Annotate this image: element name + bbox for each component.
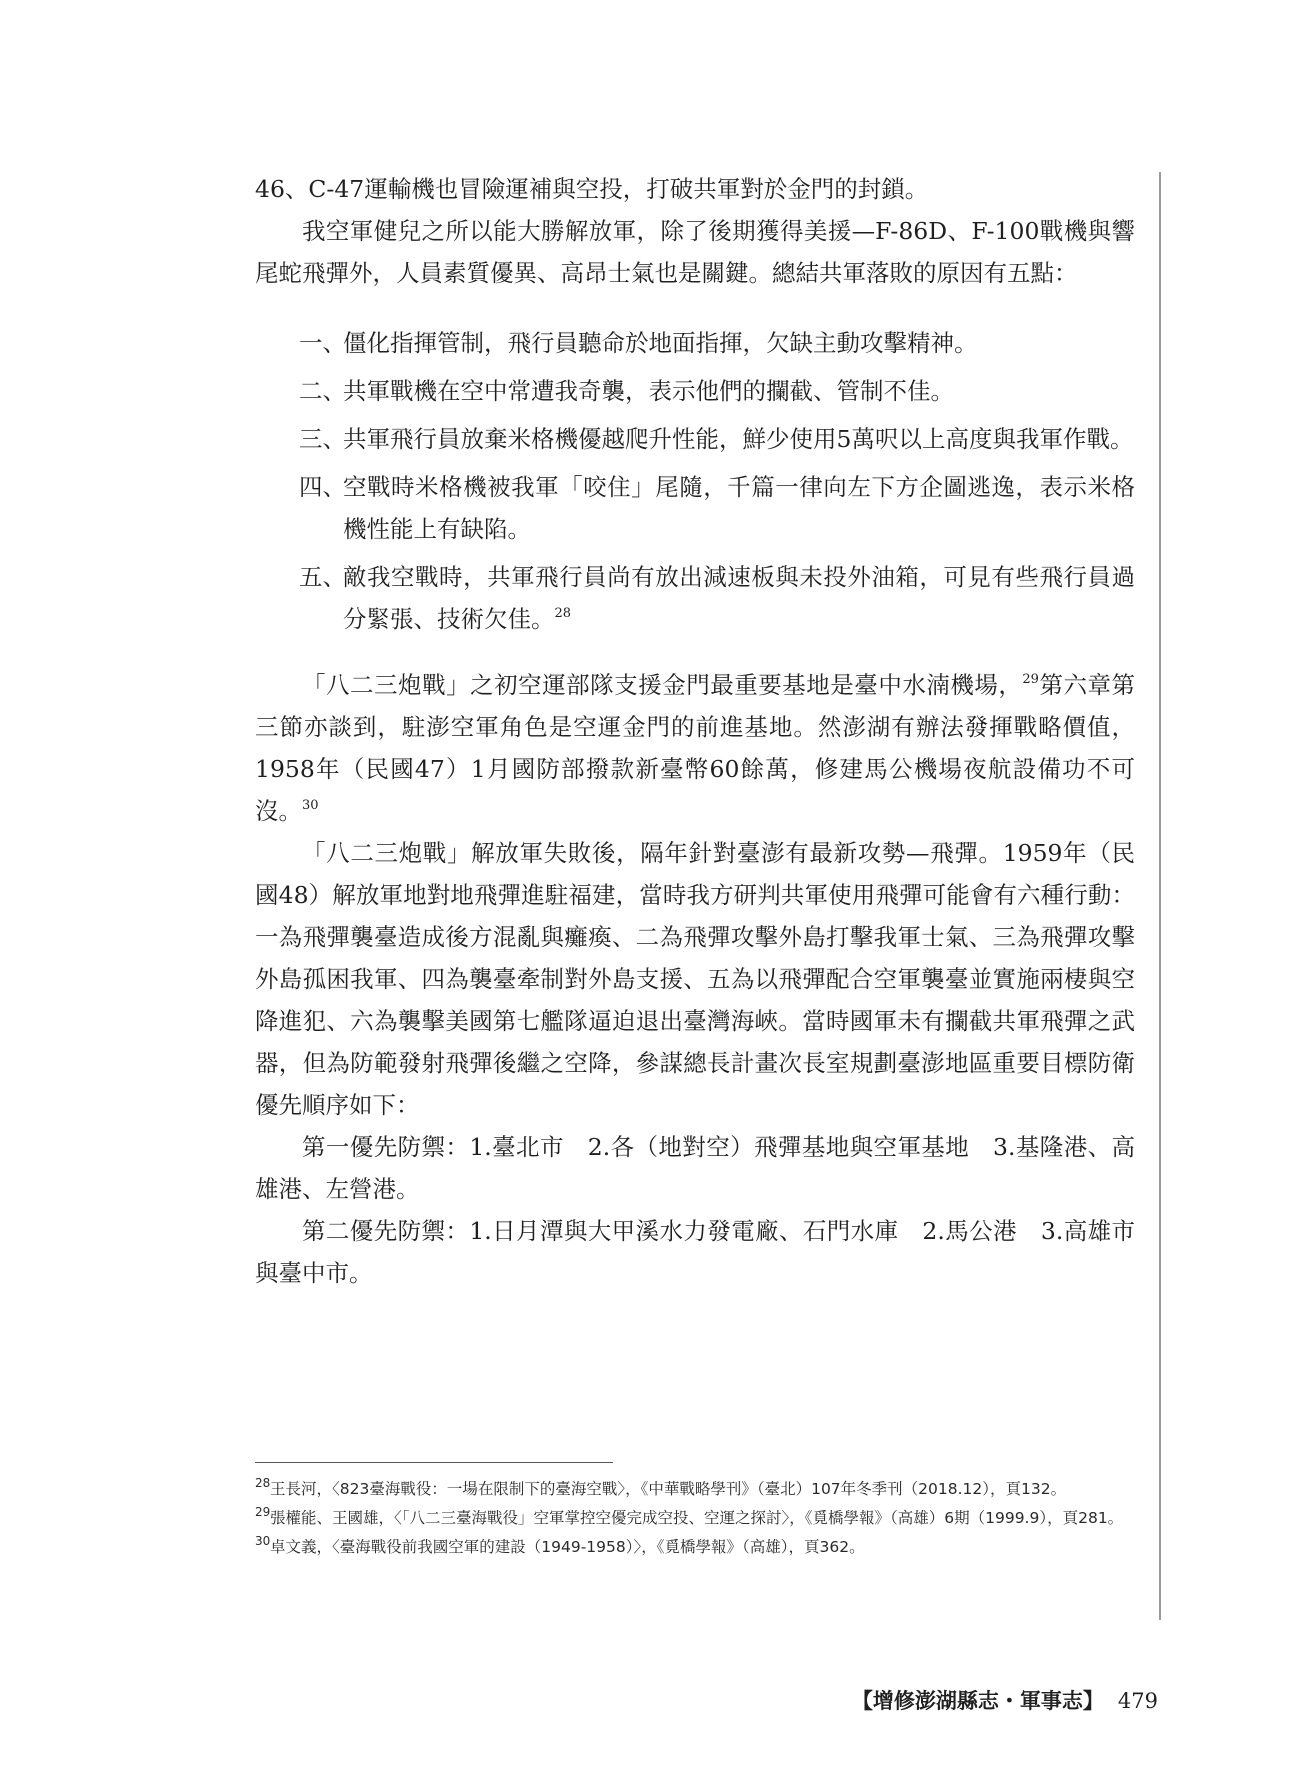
book-title: 【增修澎湖縣志・軍事志】 <box>851 1688 1104 1713</box>
reason-text: 僵化指揮管制，飛行員聽命於地面指揮，欠缺主動攻擊精神。 <box>343 329 978 357</box>
paragraph-missile-threat: 「八二三炮戰」解放軍失敗後，隔年針對臺澎有最新攻勢—飛彈。1959年（民國48）解放軍地對地飛彈進駐福建，當時我方研判共軍使用飛彈可能會有六種行動：一為飛彈襲臺造成後方混亂與癱瘓、二為飛彈攻擊外島打擊我軍士氣、三為飛彈攻擊外島孤困我軍、四為襲臺牽制對外島支援、五為以飛彈配合空軍襲臺並實施兩棲與空降進犯、六為襲擊美國第七艦隊逼迫退出臺灣海峽。當時國軍未有攔截共軍飛彈之武器，但為防範發射飛彈後繼之空降，參謀總長計畫次長室規劃臺澎地區重要目標防衛優先順序如下： <box>255 839 1135 1119</box>
footnote-text: 卓文義，〈臺海戰役前我國空軍的建設（1949-1958）〉，《覓橋學報》（高雄），頁362。 <box>270 1538 865 1556</box>
footnote-29 <box>255 1505 1135 1532</box>
running-footer <box>852 1685 1158 1715</box>
footnote-28 <box>255 1476 1135 1503</box>
reason-text: 空戰時米格機被我軍「咬住」尾隨，千篇一律向左下方企圖逃逸，表示米格機性能上有缺陷。 <box>343 473 1135 543</box>
paragraph-text: 第六章第三節亦談到，駐澎空軍角色是空運金門的前進基地。然澎湖有辦法發揮戰略價值，1958年（民國47）1月國防部撥款新臺幣60餘萬，修建馬公機場夜航設備功不可沒。 <box>255 671 1136 825</box>
reason-item <box>255 418 1135 460</box>
page-number: 479 <box>1117 1689 1158 1713</box>
footnote-ref-28[interactable]: 28 <box>554 606 572 621</box>
paragraph-second-priority: 第二優先防禦：1.日月潭與大甲溪水力發電廠、石門水庫 2.馬公港 3.高雄市與臺中市。 <box>255 1217 1135 1287</box>
footnote-number: 29 <box>255 1505 271 1519</box>
reason-number: 二、 <box>299 377 346 405</box>
footnote-number: 30 <box>255 1534 271 1548</box>
footnote-ref-29[interactable]: 29 <box>1022 672 1039 687</box>
footnote-text: 張權能、王國雄，〈「八二三臺海戰役」空軍掌控空優完成空投、空運之探討〉，《覓橋學報》（高雄）6期（1999.9），頁281。 <box>270 1509 1124 1527</box>
reason-item <box>255 370 1135 412</box>
paragraph-air-force-victory: 我空軍健兒之所以能大勝解放軍，除了後期獲得美援—F-86D、F-100戰機與響尾蛇飛彈外，人員素質優異、高昂士氣也是關鍵。總結共軍落敗的原因有五點： <box>255 217 1135 287</box>
reason-number: 一、 <box>299 329 346 357</box>
reasons-list <box>255 322 1135 640</box>
footnotes <box>255 1476 1135 1563</box>
footnote-text: 王長河，〈823臺海戰役：一場在限制下的臺海空戰〉，《中華戰略學刊》（臺北）107年冬季刊（2018.12），頁132。 <box>270 1480 1067 1498</box>
reason-item <box>255 466 1135 550</box>
main-text <box>255 168 1135 1294</box>
footnote-30 <box>255 1534 1135 1561</box>
reason-item <box>255 322 1135 364</box>
reason-number: 四、 <box>299 473 346 501</box>
reason-text: 共軍戰機在空中常遭我奇襲，表示他們的攔截、管制不佳。 <box>343 377 954 405</box>
footnote-number: 28 <box>255 1476 271 1490</box>
reason-number: 五、 <box>299 563 346 591</box>
footnote-ref-30[interactable]: 30 <box>302 798 319 813</box>
reason-number: 三、 <box>299 425 346 453</box>
paragraph-continuation: 46、C-47運輸機也冒險運補與空投，打破共軍對於金門的封鎖。 <box>255 175 929 203</box>
reason-item <box>255 556 1135 640</box>
paragraph-airlift-base <box>255 664 1135 832</box>
footnote-divider <box>255 1462 613 1463</box>
margin-rule <box>1159 172 1161 1620</box>
paragraph-first-priority: 第一優先防禦：1.臺北市 2.各（地對空）飛彈基地與空軍基地 3.基隆港、高雄港、左營港。 <box>255 1133 1135 1203</box>
reason-text: 共軍飛行員放棄米格機優越爬升性能，鮮少使用5萬呎以上高度與我軍作戰。 <box>343 425 1134 453</box>
paragraph-text: 「八二三炮戰」之初空運部隊支援金門最重要基地是臺中水湳機場， <box>302 671 1023 699</box>
reason-text: 敵我空戰時，共軍飛行員尚有放出減速板與未投外油箱，可見有些飛行員過分緊張、技術欠佳。 <box>343 563 1135 633</box>
